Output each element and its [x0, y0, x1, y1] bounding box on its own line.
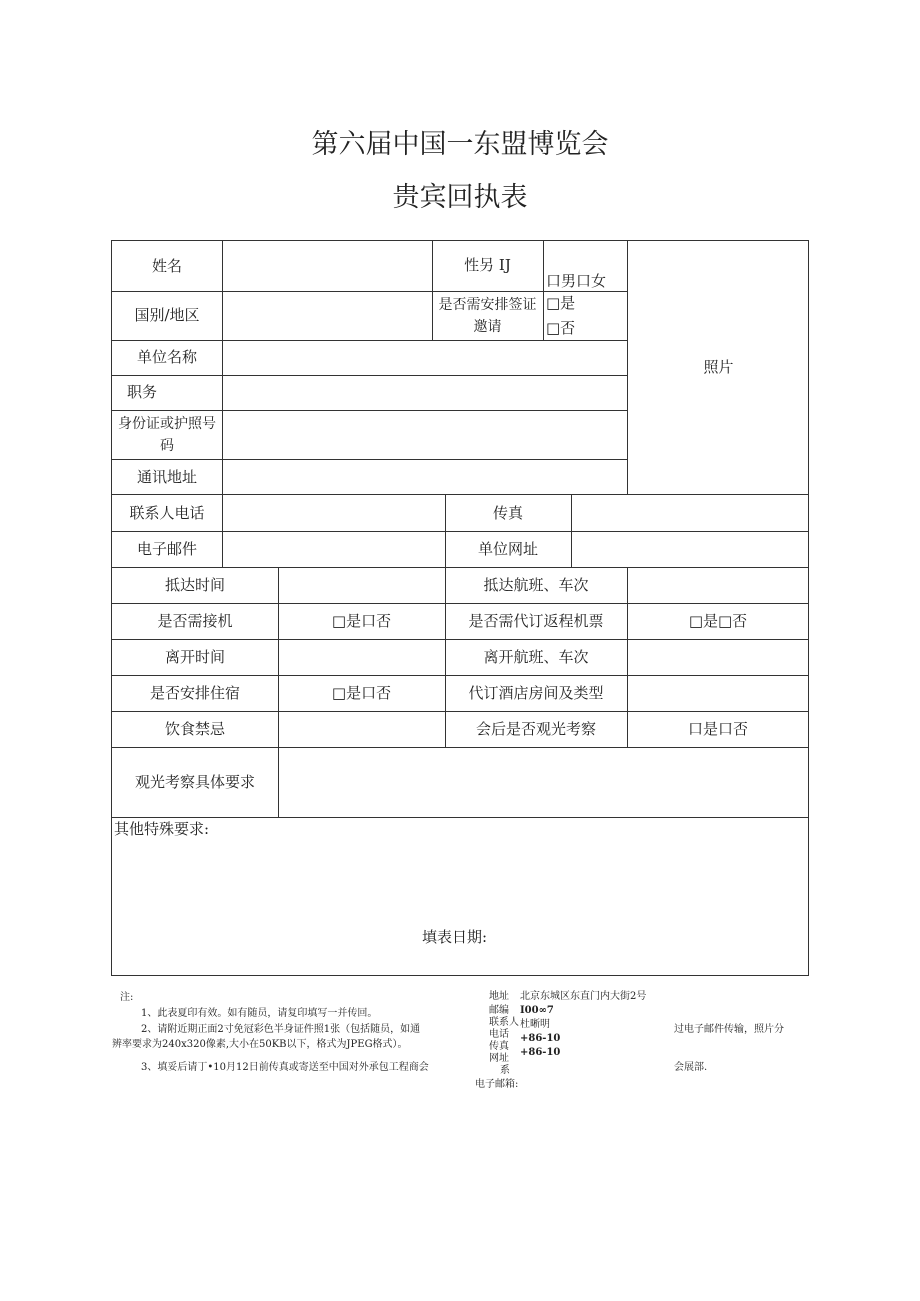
contact-website-label: 网址 — [489, 1053, 509, 1064]
note-1: 1、此表夏印有效。如有随员，请复印填写一并传回。 — [141, 1008, 378, 1019]
note-2-continued: 辨率要求为240x320像素,大小在50KB以下，格式为JPEG格式）。 — [112, 1039, 408, 1050]
pickup-options[interactable]: □是口否 — [331, 612, 392, 630]
note-3: 3、填妥后请丁•10月12日前传真或寄送至中国对外承包工程商会 — [141, 1062, 429, 1073]
visa-yes-checkbox[interactable]: □是 — [546, 294, 576, 312]
hotel-label: 代订酒店房间及类型 — [468, 684, 604, 702]
unit-input[interactable] — [223, 341, 627, 375]
arrival-flight-input[interactable] — [628, 568, 809, 603]
visa-label: 是否需安排签证邀请 — [438, 297, 537, 335]
contact-sys-label: 系 — [500, 1065, 510, 1076]
return-ticket-options[interactable]: □是□否 — [688, 612, 748, 630]
form-title: 第六届中国一东盟博览会 — [311, 129, 609, 160]
depart-time-input[interactable] — [279, 640, 445, 675]
contact-email-label: 电子邮箱: — [475, 1079, 519, 1090]
note-right-2: 会展部. — [674, 1062, 708, 1073]
note-right-1: 过电子邮件传输，照片分 — [674, 1024, 784, 1035]
special-requests-input[interactable] — [113, 841, 808, 921]
country-input[interactable] — [223, 292, 432, 340]
lodging-label: 是否安排住宿 — [149, 684, 240, 702]
depart-flight-label: 离开航班、车次 — [483, 648, 589, 666]
email-label: 电子邮件 — [136, 540, 197, 558]
arrival-flight-label: 抵达航班、车次 — [483, 576, 589, 594]
tour-options[interactable]: 口是口否 — [687, 720, 748, 738]
email-input[interactable] — [223, 532, 445, 567]
contact-phone-label: 联系人电话 — [129, 504, 205, 522]
notes-heading: 注: — [120, 992, 134, 1003]
contact-fax-note: +86-10 — [520, 1047, 561, 1058]
website-input[interactable] — [572, 532, 809, 567]
gender-options[interactable]: 口男口女 — [546, 272, 607, 290]
tour-label: 会后是否观光考察 — [475, 720, 596, 738]
depart-time-label: 离开时间 — [164, 648, 225, 666]
fax-label: 传真 — [492, 504, 523, 522]
diet-input[interactable] — [279, 712, 445, 747]
note-2: 2、请附近期正面2寸免冠彩色半身证件照1张（包括随员，如通 — [141, 1024, 421, 1035]
contact-phone-note: +86-10 — [520, 1033, 561, 1044]
contact-phone-input[interactable] — [223, 495, 445, 531]
id-label: 身份证或护照号码 — [118, 416, 216, 454]
special-requests-label: 其他特殊要求: — [114, 820, 210, 838]
position-input[interactable] — [223, 376, 627, 410]
address-label: 通讯地址 — [136, 468, 197, 486]
contact-postcode-label: 邮编 — [489, 1005, 509, 1016]
diet-label: 饮食禁忌 — [164, 720, 225, 738]
hotel-input[interactable] — [628, 676, 809, 711]
guest-form-table — [111, 240, 809, 976]
form-subtitle: 贵宾回执表 — [392, 182, 528, 213]
photo-box[interactable]: 照片 — [703, 358, 734, 376]
tour-requirements-input[interactable] — [279, 748, 809, 817]
id-input[interactable] — [223, 411, 627, 459]
contact-phone-note-label: 电话 — [489, 1029, 509, 1040]
arrival-time-input[interactable] — [279, 568, 445, 603]
contact-postcode: I00∞7 — [520, 1005, 554, 1016]
return-ticket-label: 是否需代订返程机票 — [468, 612, 604, 630]
name-input[interactable] — [223, 241, 432, 291]
depart-flight-input[interactable] — [628, 640, 809, 675]
name-label: 姓名 — [151, 257, 182, 275]
pickup-label: 是否需接机 — [157, 612, 233, 630]
contact-person-label: 联系人 — [489, 1017, 519, 1028]
country-label: 国别/地区 — [134, 306, 200, 324]
fill-date-label: 填表日期: — [422, 928, 488, 946]
unit-label: 单位名称 — [136, 348, 197, 366]
contact-address-label: 地址 — [489, 991, 509, 1002]
tour-requirements-label: 观光考察具体要求 — [134, 773, 255, 791]
lodging-options[interactable]: □是口否 — [331, 684, 392, 702]
arrival-time-label: 抵达时间 — [164, 576, 225, 594]
fax-input[interactable] — [572, 495, 809, 531]
address-input[interactable] — [223, 460, 627, 494]
gender-label: 性另 IJ — [464, 256, 511, 274]
contact-person: 杜晰明 — [520, 1019, 550, 1030]
position-label: 职务 — [126, 383, 157, 401]
contact-fax-label: 传真 — [489, 1041, 509, 1052]
website-label: 单位网址 — [477, 540, 538, 558]
contact-address: 北京东城区东直门内大街2号 — [520, 991, 647, 1002]
visa-no-checkbox[interactable]: □否 — [546, 319, 576, 337]
